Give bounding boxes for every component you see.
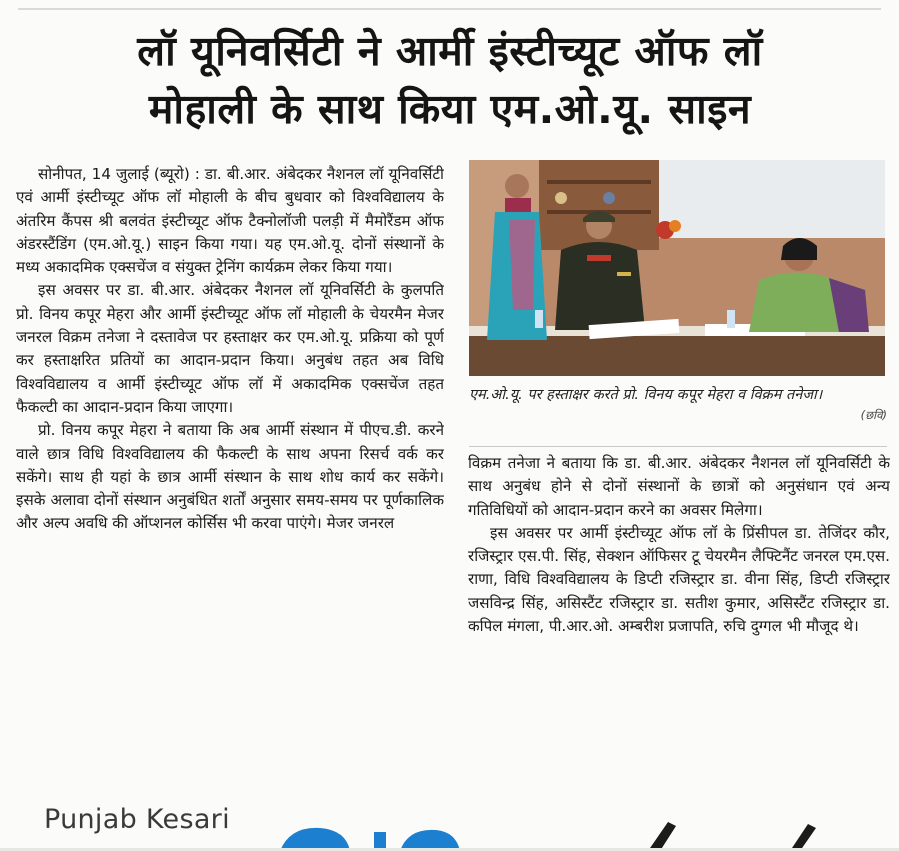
source-label: Punjab Kesari (38, 804, 236, 835)
paragraph-5: इस अवसर पर आर्मी इंस्टीच्यूट ऑफ लॉ के प्रिंसीपल डा. तेजिंदर कौर, रजिस्ट्रार एस.पी. सिंह, सेक्शन ऑफिसर टू चेयरमैन लैफ्टिनैंट जनरल एम.एस. राणा, विधि विश्वविद्यालय के डिप्टी रजिस्ट्रार डा. वीना सिंह, डिप्टी रजिस्ट्रार जसविन्द्र सिंह, असिस्टैंट रजिस्ट्रार डा. सतीश कुमार, असिस्टैंट रजिस्ट्रार डा. कपिल मंगला, पी.आर.ओ. अम्बरीश प्रजापति, रुचि दुग्गल भी मौजूद थे। (468, 523, 890, 636)
paragraph-1: सोनीपत, 14 जुलाई (ब्यूरो) : डा. बी.आर. अंबेदकर नैशनल लॉ यूनिवर्सिटी एवं आर्मी इंस्टीच्यूट ऑफ लॉ मोहाली के बीच बुधवार को विश्वविद्यालय के अंतरिम कैंपस श्री बलवंत इंस्टीच्यूट ऑफ टैक्नोलॉजी पलड़ी में मैमोरैंडम ऑफ अंडरस्टैंडिंग (एम.ओ.यू.) साइन किया गया। यह एम.ओ.यू. दोनों संस्थानों के मध्य अकादमिक एक्सचेंज व संयुक्त ट्रेनिंग कार्यक्रम लेकर किया गया। (16, 165, 444, 277)
paragraph-3: प्रो. विनय कपूर मेहरा ने बताया कि अब आर्मी संस्थान में पीएच.डी. करने वाले छात्र विधि विश्वविद्यालय की फैकल्टी के साथ अपना रिसर्च वर्क कर सकेंगे। साथ ही यहां के छात्र आर्मी संस्थान के साथ शोध कार्य कर सकेंगे। इसके अलावा दोनों संस्थान अनुबंधित शर्तों अनुसार समय-समय पर पूर्णकालिक और अल्प अवधि की ऑप्शनल कोर्सिस भी करवा पाएंगे। मेजर जनरल (16, 421, 444, 533)
caption-rule (469, 446, 887, 447)
paragraph-4: विक्रम तनेजा ने बताया कि डा. बी.आर. अंबेदकर नैशनल लॉ यूनिवर्सिटी के साथ अनुबंध होने से दोनों संस्थानों के छात्रों को अनुसंधान एवं अन्य गतिविधियों को आदान-प्रदान करने का अवसर मिलेगा। (468, 454, 890, 519)
article-photo (469, 160, 885, 376)
headline (16, 22, 884, 138)
left-column (16, 163, 444, 795)
photo-caption: एम.ओ.यू. पर हस्ताक्षर करते प्रो. विनय कपूर मेहरा व विक्रम तनेजा। (469, 387, 823, 403)
headline-line-2: मोहाली के साथ किया एम.ओ.यू. साइन (148, 85, 752, 133)
top-rule (18, 8, 881, 10)
photo-credit: (छवि) (860, 408, 887, 422)
right-column (468, 452, 890, 797)
paragraph-2: इस अवसर पर डा. बी.आर. अंबेदकर नैशनल लॉ यूनिवर्सिटी के कुलपति प्रो. विनय कपूर मेहरा और आर्मी इंस्टीच्यूट ऑफ लॉ मोहाली के चेयरमैन मेजर जनरल विक्रम तनेजा ने दस्तावेज पर हस्ताक्षर कर एम.ओ.यू. प्रक्रिया को पूर्ण कर हस्ताक्षरित प्रतियों का आदान-प्रदान किया। अनुबंध तहत अब विधि विश्वविद्यालय व आर्मी इंस्टीच्यूट ऑफ लॉ में अकादमिक एक्सचेंज तहत फैकल्टी का आदान-प्रदान किया जाएगा। (16, 281, 444, 416)
headline-line-1: लॉ यूनिवर्सिटी ने आर्मी इंस्टीच्यूट ऑफ लॉ (137, 27, 763, 75)
